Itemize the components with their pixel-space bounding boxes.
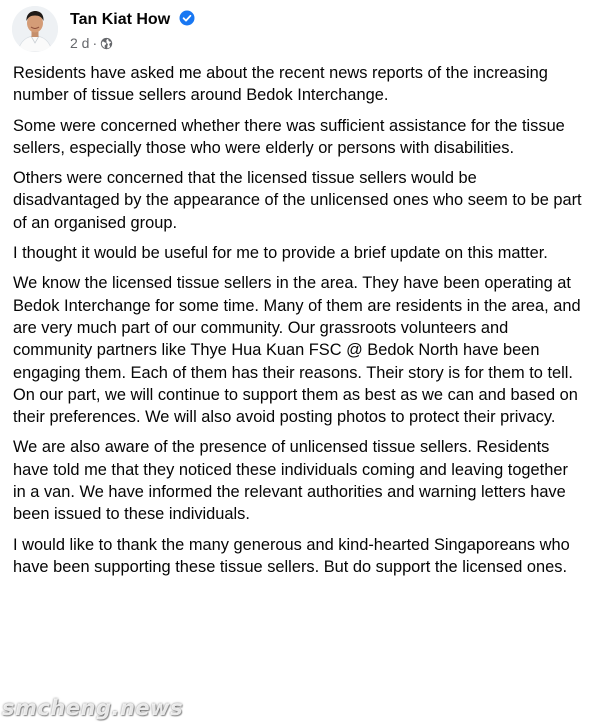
post-paragraph: I thought it would be useful for me to provide a brief update on this matter. — [13, 244, 548, 263]
author-name[interactable]: Tan Kiat How — [70, 11, 171, 28]
verified-badge-icon — [179, 10, 195, 31]
author-avatar[interactable] — [12, 6, 58, 52]
avatar-image — [12, 6, 58, 52]
meta-separator: · — [92, 35, 98, 51]
post-paragraph: I would like to thank the many generous and kind-hearted Singaporeans who have been supporting these tissue sellers. But do support the licensed ones. — [13, 535, 570, 576]
post-paragraph: Others were concerned that the licensed tissue sellers would be disadvantaged by the appearance of the unlicensed ones who seem to be part of an organised group. — [13, 169, 582, 232]
post-timestamp[interactable]: 2 d — [70, 35, 90, 51]
watermark: smcheng.news — [2, 696, 184, 720]
post-paragraph: We are also aware of the presence of unlicensed tissue sellers. Residents have told me that they noticed these individuals coming and leaving together in a van. We have informed the relevant authorities and warning letters have been issued to these individuals. — [13, 438, 568, 524]
post-paragraph: Residents have asked me about the recent news reports of the increasing number of tissue sellers around Bedok Interchange. — [13, 64, 548, 105]
post-paragraph: Some were concerned whether there was sufficient assistance for the tissue sellers, especially those who were elderly or persons with disabilities. — [13, 116, 565, 157]
post-body — [13, 62, 583, 586]
author-row — [70, 10, 195, 31]
globe-icon[interactable] — [100, 37, 113, 53]
post-paragraph: We know the licensed tissue sellers in the area. They have been operating at Bedok Interchange for some time. Many of them are residents in the area, and are very much part of our community. Our grassroots volunteers and community partners like Thye Hua Kuan FSC @ Bedok North have been engaging them. Each of them has their reasons. Their story is for them to tell. On our part, we will continue to support them as best as we can and based on their preferences. We will also avoid posting photos to protect their privacy. — [13, 274, 581, 427]
post-meta — [70, 35, 113, 53]
